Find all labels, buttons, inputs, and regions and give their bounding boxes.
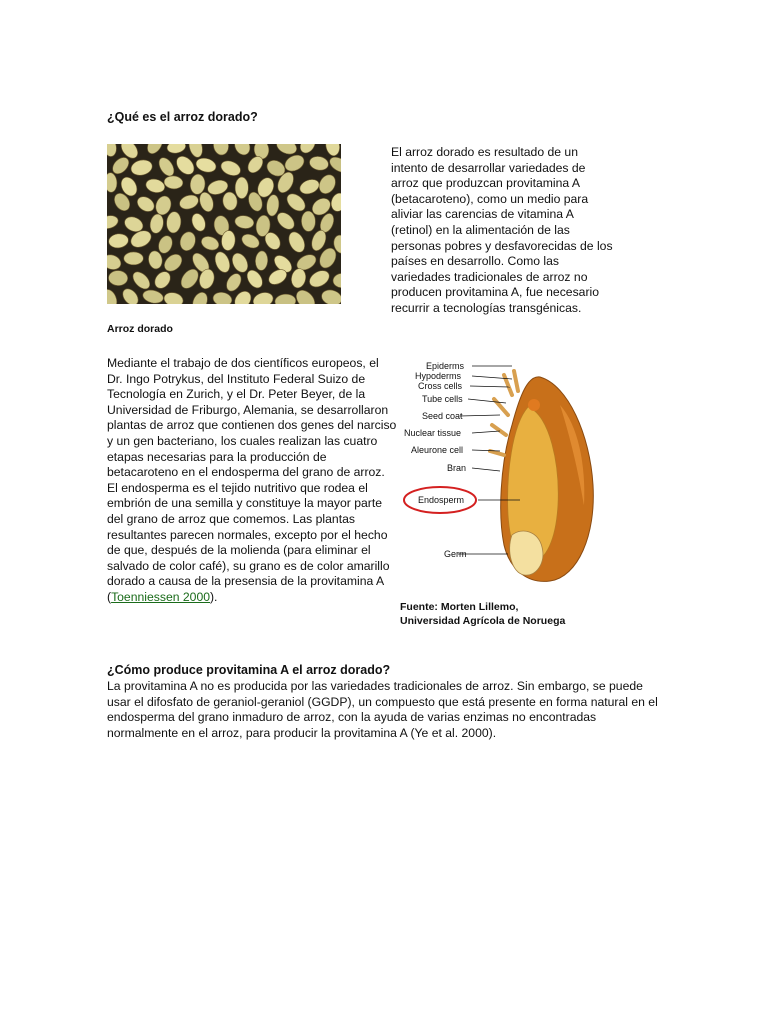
rice-grain: [107, 214, 120, 231]
rice-grain: [156, 155, 177, 179]
rice-grain: [290, 267, 308, 289]
label-bran: Bran: [447, 463, 467, 473]
rice-grain: [286, 229, 308, 255]
source-line-1: Fuente: Morten Lillemo,: [400, 601, 519, 613]
rice-grain: [187, 144, 205, 159]
intro-paragraph: El arroz dorado es resultado de un intento de desarrollar variedades de arroz que produzcan provitamina A (betacaroteno), como un medio para aliviar las carencias de vitamina A (retinol) en la alimentación de las personas pobres y desfavorecidas de los países en desarrollo. Como las variedades tradicionales de arroz no producen provitamina A, fue necesario recurrir a tecnologías transgénicas.: [391, 145, 613, 315]
rice-grain: [316, 172, 339, 197]
label-endosperm: Endosperm: [418, 495, 465, 505]
scientists-paragraph-text: Mediante el trabajo de dos científicos europeos, el Dr. Ingo Potrykus, del Instituto Federal Suizo de Tecnología en Zurich, y el Dr. Peter Beyer, de la Universidad de Friburgo, Alemania, se desarrollaron plantas de arroz que contienen dos genes del narciso y un gen bacteriano, los cuales realizan las cuatro etapas necesarias para la producción de betacaroteno en el endosperma del grano de arroz. El endosperma es el tejido nutritivo que rodea el embrión de una semilla y constituye la mayor parte del grano de arroz que comemos. Las plantas resultantes parecen normales, excepto por el hecho de que, después de la molienda (para eliminar el salvado de color café), su grano es de color amarillo dorado a causa de la presensia de la provitamina A (: [107, 356, 397, 604]
rice-grain: [149, 213, 165, 234]
grain-seed-dot: [528, 399, 540, 411]
label-nuclear-tissue: Nuclear tissue: [404, 428, 462, 438]
rice-grain: [166, 144, 187, 155]
rice-grain: [235, 177, 248, 199]
rice-grain: [320, 288, 341, 304]
image-source: [400, 600, 640, 628]
rice-grain: [327, 154, 341, 175]
label-hypoderms: Hypoderms: [415, 371, 462, 381]
rice-grain: [284, 190, 309, 214]
rice-grain: [108, 233, 129, 249]
rice-grain: [199, 234, 221, 253]
rice-grain: [274, 209, 297, 232]
scientists-paragraph-end: ).: [210, 589, 218, 604]
rice-grain: [301, 211, 316, 232]
rice-grain: [144, 144, 165, 156]
rice-grain: [274, 293, 296, 304]
rice-grain: [107, 287, 120, 304]
rice-grain: [130, 269, 153, 292]
rice-grain: [120, 286, 142, 304]
rice-grain: [108, 270, 128, 286]
rice-grain: [231, 288, 254, 304]
label-tube-cells: Tube cells: [422, 394, 463, 404]
rice-grain: [194, 156, 217, 174]
rice-grain: [190, 290, 210, 304]
rice-grain: [164, 175, 184, 189]
rice-grain: [178, 230, 198, 253]
rice-grain: [173, 153, 197, 178]
rice-grain: [298, 177, 321, 197]
rice-grain: [107, 144, 118, 158]
section-heading-how-produces: ¿Cómo produce provitamina A el arroz dorado?: [107, 663, 391, 677]
rice-grain: [333, 273, 341, 288]
rice-grain: [265, 194, 280, 217]
production-paragraph: La provitamina A no es producida por las variedades tradicionales de arroz. Sin embargo, se puede usar el difosfato de geraniol-geraniol (GGDP), un compuesto que está presente en forma natural en el endosperma del grano inmaduro de arroz, con la ayuda de varias enzimas no encontradas normalmente en el arroz, para producir la provitamina A (Ye et al. 2000).: [107, 679, 658, 740]
rice-grain: [156, 234, 175, 256]
rice-grain: [166, 211, 182, 233]
rice-grain: [144, 177, 166, 194]
rice-grain: [222, 191, 239, 211]
rice-grain: [147, 250, 163, 270]
rice-grain: [329, 191, 341, 213]
label-cross-cells: Cross cells: [418, 381, 463, 391]
rice-grain: [130, 158, 154, 177]
rice-grain: [251, 290, 275, 304]
rice-grain: [163, 291, 185, 304]
rice-grain: [282, 152, 307, 174]
rice-grain: [161, 251, 185, 275]
rice-grain: [297, 144, 318, 156]
photo-caption: Arroz dorado: [107, 323, 173, 335]
rice-grain: [152, 269, 174, 292]
rice-grain: [324, 144, 341, 157]
rice-grain: [178, 266, 202, 292]
rice-grain: [224, 271, 244, 294]
rice-grains-photo: [107, 144, 341, 304]
rice-grain: [308, 155, 330, 172]
rice-grain: [189, 174, 205, 195]
rice-grain-diagram: [400, 355, 615, 585]
rice-grain: [229, 251, 251, 275]
rice-grain: [212, 250, 232, 275]
rice-grain: [189, 211, 207, 233]
scientists-paragraph: [107, 356, 397, 606]
rice-grain: [244, 267, 266, 290]
rice-grain: [212, 291, 233, 304]
rice-grain: [142, 288, 165, 304]
rice-grain: [212, 144, 230, 156]
source-line-2: Universidad Agrícola de Noruega: [400, 615, 566, 627]
rice-grain: [307, 267, 333, 290]
label-seed-coat: Seed coat: [422, 411, 463, 421]
rice-grain: [232, 144, 253, 158]
rice-grain: [124, 252, 144, 265]
rice-grain: [293, 287, 319, 304]
label-epiderms: Epiderms: [426, 361, 465, 371]
grain-germ: [510, 531, 543, 575]
rice-grain: [255, 251, 269, 271]
section-heading-what-is: ¿Qué es el arroz dorado?: [107, 110, 258, 124]
rice-grain: [178, 193, 201, 212]
rice-grain: [107, 252, 123, 272]
rice-grain: [219, 158, 243, 178]
label-germ: Germ: [444, 549, 467, 559]
rice-grains-image: [107, 144, 341, 304]
label-aleurone-cell: Aleurone cell: [411, 445, 464, 455]
rice-grain: [107, 172, 118, 192]
citation-link[interactable]: Toenniessen 2000: [111, 589, 210, 604]
rice-grain: [135, 194, 157, 215]
rice-grain: [234, 214, 255, 230]
